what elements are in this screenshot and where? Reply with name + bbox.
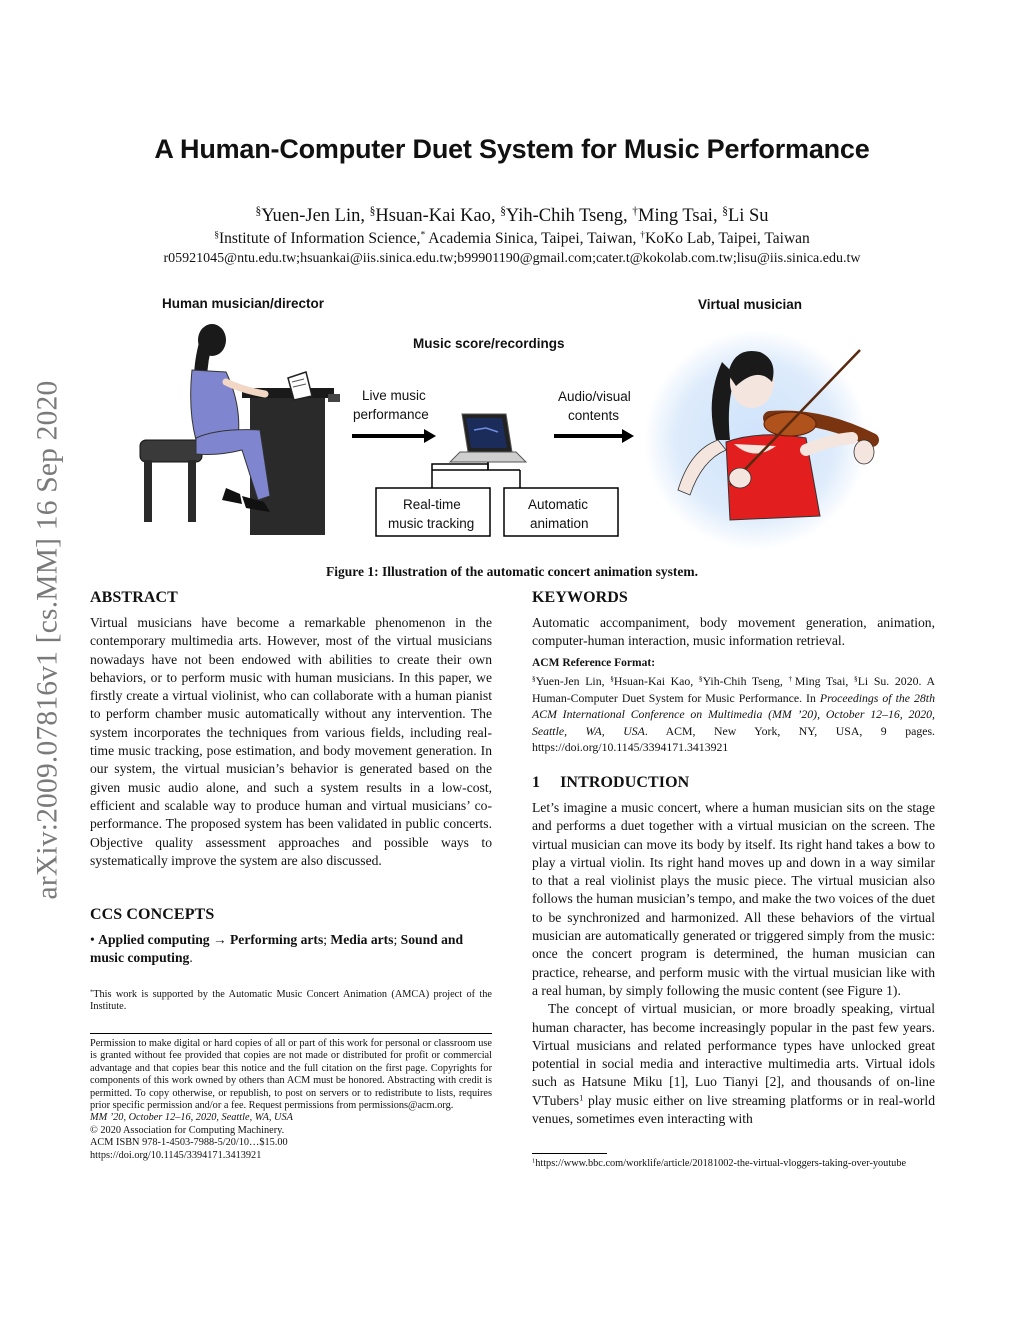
- pianist-illustration: [140, 324, 340, 535]
- intro-number: 1: [532, 774, 541, 791]
- author-name: Ming Tsai: [638, 206, 713, 226]
- doi-line: https://doi.org/10.1145/3394171.3413921: [90, 1149, 262, 1161]
- footnote-1-url: https://www.bbc.com/worklife/article/20181002-the-virtual-vloggers-taking-over-youtube: [535, 1158, 907, 1169]
- arxiv-stamp-text: arXiv:2009.07816v1 [cs.MM] 16 Sep 2020: [31, 380, 64, 900]
- author-name: Yuen-Jen Lin: [261, 206, 361, 226]
- keywords-heading: KEYWORDS: [532, 589, 628, 606]
- laptop-icon: [450, 414, 526, 462]
- figure-caption: Figure 1: Illustration of the automatic concert animation system.: [325, 564, 699, 579]
- permission-rule: [90, 1033, 492, 1034]
- live-music-label-1: Live music: [362, 388, 426, 403]
- funding-footnote: *This work is supported by the Automatic Music Concert Animation (AMCA) project of the Institute.: [90, 988, 492, 1013]
- permission-block: [90, 1038, 492, 1162]
- author-name: Hsuan-Kai Kao: [375, 206, 491, 226]
- av-contents-label-1: Audio/visual: [558, 389, 631, 404]
- arrow-right-icon: [622, 429, 634, 443]
- animation-label-1: Automatic: [528, 497, 589, 512]
- abstract-heading: ABSTRACT: [90, 589, 178, 606]
- human-musician-label: Human musician/director: [162, 296, 325, 311]
- author-name: Yih-Chih Tseng: [505, 206, 624, 226]
- live-music-label-2: performance: [353, 407, 429, 422]
- acm-reference: §Yuen-Jen Lin, §Hsuan-Kai Kao, §Yih-Chih Tseng, †Ming Tsai, §Li Su. 2020. A Human-Computer Duet System for Music Performance. In Proceedings of the 28th ACM International Conference on Multimedia (MM ’20), October 12–16, 2020, Seattle, WA, USA. ACM, New York, NY, USA, 9 pages. https://doi.org/10.1145/3394171.3413921: [532, 673, 935, 754]
- abstract-body: [90, 614, 492, 870]
- arrow-right-icon: [424, 429, 436, 443]
- intro-paragraph-1: Let’s imagine a music concert, where a human musician sits on the stage and performs a duet together with a virtual musician on the screen. The virtual musician can move its body by itself. Its right hand takes a bow to play a virtual violin. Its right hand moves up and down in a way similar to that a real violinist plays the music piece. The virtual musician also follows the human musician’s tempo, and make the two voices of the duet to be synchronized and harmonized. All these behaviors of the virtual musician are automatically generated or triggered simply from the music: once the concert program is determined, the human musician can practice, rehearse, and perform music with the virtual musician like with a real human, by simply following the music content (see Figure 1).: [532, 800, 935, 998]
- virtual-musician-label: Virtual musician: [698, 297, 803, 312]
- animation-label-2: animation: [530, 516, 589, 531]
- paper-title: A Human-Computer Duet System for Music Performance: [154, 134, 870, 164]
- tracking-label-2: music tracking: [388, 516, 475, 531]
- author-emails: r05921045@ntu.edu.tw;hsuankai@iis.sinica.edu.tw;b99901190@gmail.com;cater.t@kokolab.com.tw;lisu@iis.sinica.edu.tw: [163, 251, 861, 266]
- abstract-text: Virtual musicians have become a remarkable phenomenon in the contemporary multimedia arts. However, most of the virtual musicians nowadays have not been endowed with abilities to create their own behaviors, or to perform music with human musicians. In this paper, we firstly create a virtual violinist, who can collaborate with a human pianist to perform chamber music automatically without any intervention. The system incorporates the techniques from various fields, including real-time music tracking, pose estimation, and body movement generation. In our system, the virtual musician’s behavior is generated based on the given music audio alone, and such a system results in a low-cost, efficient and scalable way to produce human and virtual musicians’ co-performance. The proposed system has been validated in public concerts. Objective quality assessment approaches and possible ways to systematically improve the system are also discussed.: [90, 615, 492, 868]
- copyright-line: © 2020 Association for Computing Machinery.: [90, 1124, 285, 1136]
- footnote-1: $^1$https://www.bbc.com/worklife/article/20181002-the-virtual-vloggers-taking-over-youtube: [532, 1157, 907, 1169]
- affiliations: §Institute of Information Science,* Academia Sinica, Taipei, Taiwan, †KoKo Lab, Taipei, Taiwan: [214, 229, 810, 247]
- isbn-line: ACM ISBN 978-1-4503-7988-5/20/10…$15.00: [90, 1137, 288, 1149]
- ccs-heading: CCS CONCEPTS: [90, 906, 215, 923]
- permission-text: Permission to make digital or hard copies of all or part of this work for personal or classroom use is granted without fee provided that copies are not made or distributed for profit or commercial advantage and that copies bear this notice and the full citation on the first page. Copyrights for components of this work owned by others than ACM must be honored. Abstracting with credit is permitted. To copy otherwise, or republish, to post on servers or to redistribute to lists, requires prior specific permission and/or a fee. Request permissions from permissions@acm.org.: [90, 1038, 492, 1112]
- arxiv-side-stamp: [28, 340, 68, 940]
- intro-paragraph-2: The concept of virtual musician, or more broadly speaking, virtual human character, has become increasingly popular in the past few years. Virtual musicians and related performance types have unlocked great potential in social media and interactive multimedia arts. Virtual idols such as Hatsune Miku [1], Luo Tianyi [2], and thousands of on-line VTubers$^1$ play music either on live streaming platforms or in real-world venues, sometimes even interacting with: [532, 1001, 935, 1127]
- keywords-text: Automatic accompaniment, body movement generation, animation, computer-human interaction, music information retrieval.: [532, 615, 935, 649]
- intro-title: INTRODUCTION: [560, 774, 690, 791]
- venue-line: MM ’20, October 12–16, 2020, Seattle, WA, USA: [90, 1112, 293, 1124]
- keywords-body: [532, 614, 935, 651]
- score-label: Music score/recordings: [413, 336, 565, 351]
- acm-ref-heading: ACM Reference Format:: [532, 657, 656, 669]
- tracking-label-1: Real-time: [403, 497, 461, 512]
- ccs-concepts: • Applied computing → Performing arts; Media arts; Sound and music computing.: [90, 932, 464, 966]
- footnote-rule: [532, 1153, 607, 1154]
- av-contents-label-2: contents: [568, 408, 620, 423]
- author-list: §Yuen-Jen Lin, §Hsuan-Kai Kao, §Yih-Chih Tseng, †Ming Tsai, §Li Su: [255, 205, 769, 226]
- author-name: Li Su: [727, 206, 769, 226]
- figure-1-illustration: [130, 290, 910, 560]
- intro-body: [532, 799, 935, 1128]
- intro-heading: [532, 774, 689, 792]
- violinist-illustration: [644, 330, 874, 550]
